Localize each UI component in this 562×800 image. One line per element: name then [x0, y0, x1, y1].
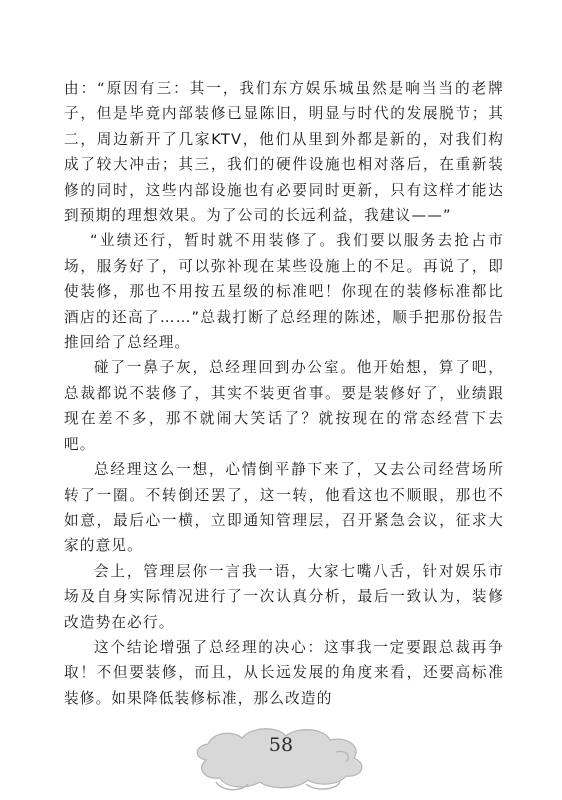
- paragraph-continued: 由：“原因有三：其一，我们东方娱乐城虽然是响当当的老牌子，但是毕竟内部装修已显陈旧，明显与时代的发展脱节；其二，周边新开了几家KTV，他们从里到外都是新的，对我们构成了较大冲击；其三，我们的硬件设施也相对落后，在重新装修的同时，这些内部设施也有必要同时更新，只有这样才能达到预期的理想效果。为了公司的长远利益，我建议——”: [64, 80, 504, 225]
- paragraph-dialogue: “业绩还行，暂时就不用装修了。我们要以服务去抢占市场，服务好了，可以弥补现在某些设施上的不足。再说了，即使装修，那也不用按五星级的标准吧！你现在的装修标准都比酒店的还高了……”总裁打断了总经理的陈述，顺手把那份报告推回给了总经理。: [64, 232, 504, 352]
- body-text: [64, 76, 504, 711]
- paragraph: 会上，管理层你一言我一语，大家七嘴八舌，针对娱乐市场及自身实际情况进行了一次认真分析，最后一致认为，装修改造势在必行。: [64, 562, 504, 631]
- paragraph: 总经理这么一想，心情倒平静下来了，又去公司经营场所转了一圈。不转倒还罢了，这一转，他看这也不顺眼，那也不如意，最后心一横，立即通知管理层，召开紧急会议，征求大家的意见。: [64, 461, 504, 555]
- page-footer: [0, 722, 562, 800]
- page-number: 58: [268, 734, 294, 756]
- paragraph: 这个结论增强了总经理的决心：这事我一定要跟总裁再争取！不但要装修，而且，从长远发展的角度来看，还要高标准装修。如果降低装修标准，那么改造的: [64, 638, 504, 707]
- cloud-ornament-icon: [186, 722, 376, 794]
- paragraph: 碰了一鼻子灰，总经理回到办公室。他开始想，算了吧，总裁都说不装修了，其实不装更省事。要是装修好了，业绩跟现在差不多，那不就闹大笑话了？就按现在的常态经营下去吧。: [64, 359, 504, 453]
